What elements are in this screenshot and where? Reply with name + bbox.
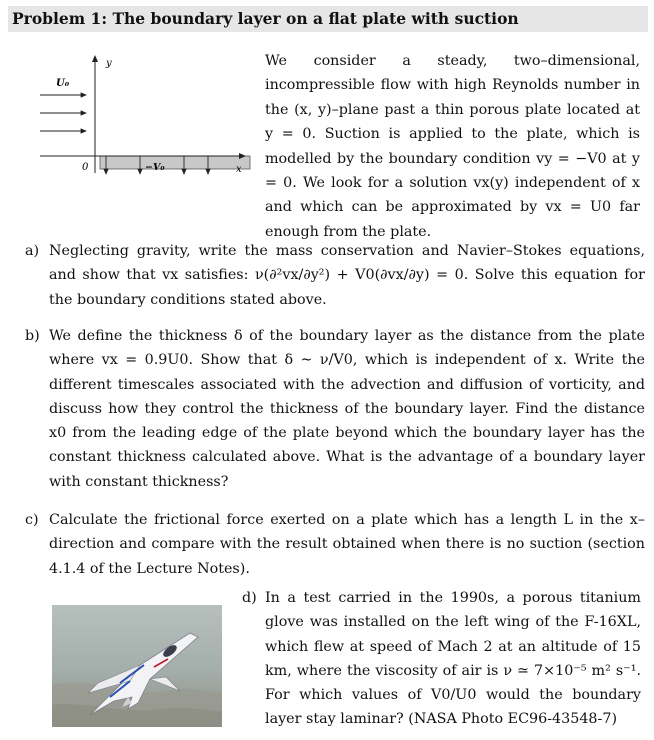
problem-introduction: We consider a steady, two–dimensional, incompressible flow with high Reynolds number in the (x, y)–plane past a thin porous plate located at y = 0. Suction is applied to the plate, which is modelled by the boundary condition vy = −V0 at y = 0. We look for a solution vx(y) independent of x and which can be approximated by vx = U0 far enough from the plate. (265, 53, 640, 240)
question-c-label: c) (25, 512, 39, 528)
origin-label: 0 (82, 162, 89, 173)
question-c-text: Calculate the frictional force exerted on a plate which has a length L in the x–direction and compare with the result obtained when there is no suction (section 4.1.4 of the Lecture Notes). (49, 512, 645, 577)
u0-label: U₀ (56, 78, 70, 89)
title-bar (8, 6, 648, 32)
question-b-text: We define the thickness δ of the boundary layer as the distance from the plate where vx = 0.9U0. Show that δ ∼ ν/V0, which is independent of x. Write the different timescales associated with the advection and diffusion of vorticity, and discuss how they control the thickness of the boundary layer. Find the distance x0 from the leading edge of the plate beyond which the boundary layer has the constant thickness calculated above. What is the advantage of a boundary layer with constant thickness? (49, 328, 645, 490)
question-d-label: d) (242, 590, 257, 606)
problem-title: Problem 1: The boundary layer on a flat plate with suction (12, 9, 519, 28)
suction-label: −V₀ (145, 162, 165, 173)
porous-plate (100, 156, 250, 169)
question-c (25, 508, 645, 581)
boundary-layer-diagram (30, 48, 258, 188)
question-b (25, 324, 645, 494)
question-a-label: a) (25, 243, 40, 259)
question-d (242, 586, 641, 732)
x-axis-label: x (236, 164, 242, 175)
question-a (25, 239, 645, 312)
y-axis-label: y (106, 58, 112, 69)
f16xl-photo (52, 605, 222, 727)
question-d-text: In a test carried in the 1990s, a porous titanium glove was installed on the left wing of the F-16XL, which flew at speed of Mach 2 at an altitude of 15 km, where the viscosity of air is ν ≃ 7×10⁻⁵ m² s⁻¹. For which values of V0/U0 would the boundary layer stay laminar? (NASA Photo EC96-43548-7) (265, 590, 641, 728)
question-a-text: Neglecting gravity, write the mass conservation and Navier–Stokes equations, and show that vx satisfies: ν(∂²vx/∂y²) + V0(∂vx/∂y) = 0. Solve this equation for the boundary conditions stated above. (49, 243, 645, 308)
question-b-label: b) (25, 328, 40, 344)
